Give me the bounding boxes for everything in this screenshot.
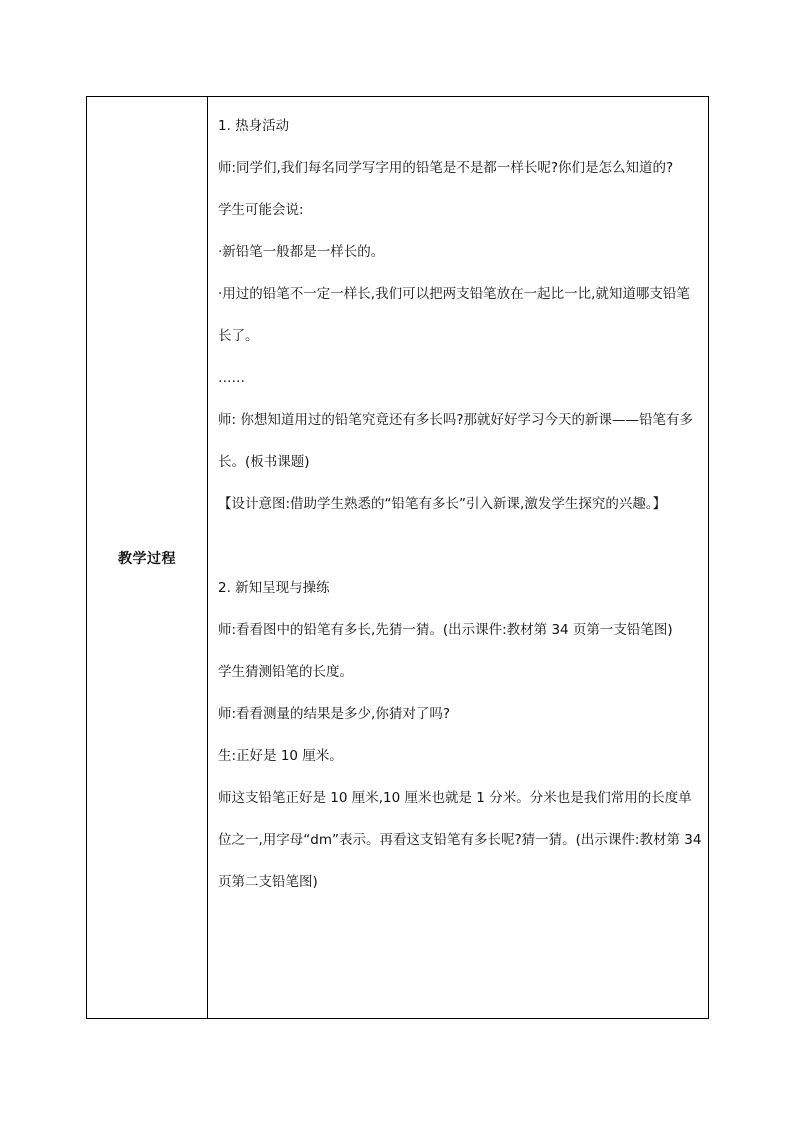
section2-line-decimeter: 师这支铅笔正好是 10 厘米,10 厘米也就是 1 分米。分米也是我们常用的长度单位之一,用字母“dm”表示。再看这支铅笔有多长呢?猜一猜。(出示课件:教材第 34 页第二支铅笔图) [218, 790, 702, 890]
lesson-table [86, 96, 709, 1019]
section2-line-students-guess: 学生猜测铅笔的长度。 [218, 664, 353, 680]
row-label: 教学过程 [118, 550, 176, 567]
section1-heading: 1. 热身活动 [218, 118, 290, 134]
section1-line-ellipsis: …… [218, 370, 245, 386]
section1-line-new-pencils: ·新铅笔一般都是一样长的。 [218, 244, 385, 260]
content-cell [208, 97, 709, 1019]
section1-line-teacher-question: 师:同学们,我们每名同学写字用的铅笔是不是都一样长呢?你们是怎么知道的? [218, 160, 674, 176]
row-label-cell [87, 97, 208, 1019]
section1-line-students-may-say: 学生可能会说: [218, 202, 304, 218]
section2-line-ten-cm: 生:正好是 10 厘米。 [218, 748, 343, 764]
table-row [87, 97, 709, 1019]
section2-line-check-result: 师:看看测量的结果是多少,你猜对了吗? [218, 706, 451, 722]
content-body [208, 97, 708, 903]
section-spacer [218, 525, 702, 567]
section1-line-new-lesson: 师: 你想知道用过的铅笔究竟还有多长吗?那就好好学习今天的新课——铅笔有多长。(板书课题) [218, 412, 694, 470]
section1-line-used-pencils: ·用过的铅笔不一定一样长,我们可以把两支铅笔放在一起比一比,就知道哪支铅笔长了。 [218, 286, 690, 344]
section1-line-design-intent: 【设计意图:借助学生熟悉的“铅笔有多长”引入新课,激发学生探究的兴趣。】 [218, 496, 667, 512]
section2-heading: 2. 新知呈现与操练 [218, 580, 330, 596]
section2-line-guess: 师:看看图中的铅笔有多长,先猜一猜。(出示课件:教材第 34 页第一支铅笔图) [218, 622, 673, 638]
